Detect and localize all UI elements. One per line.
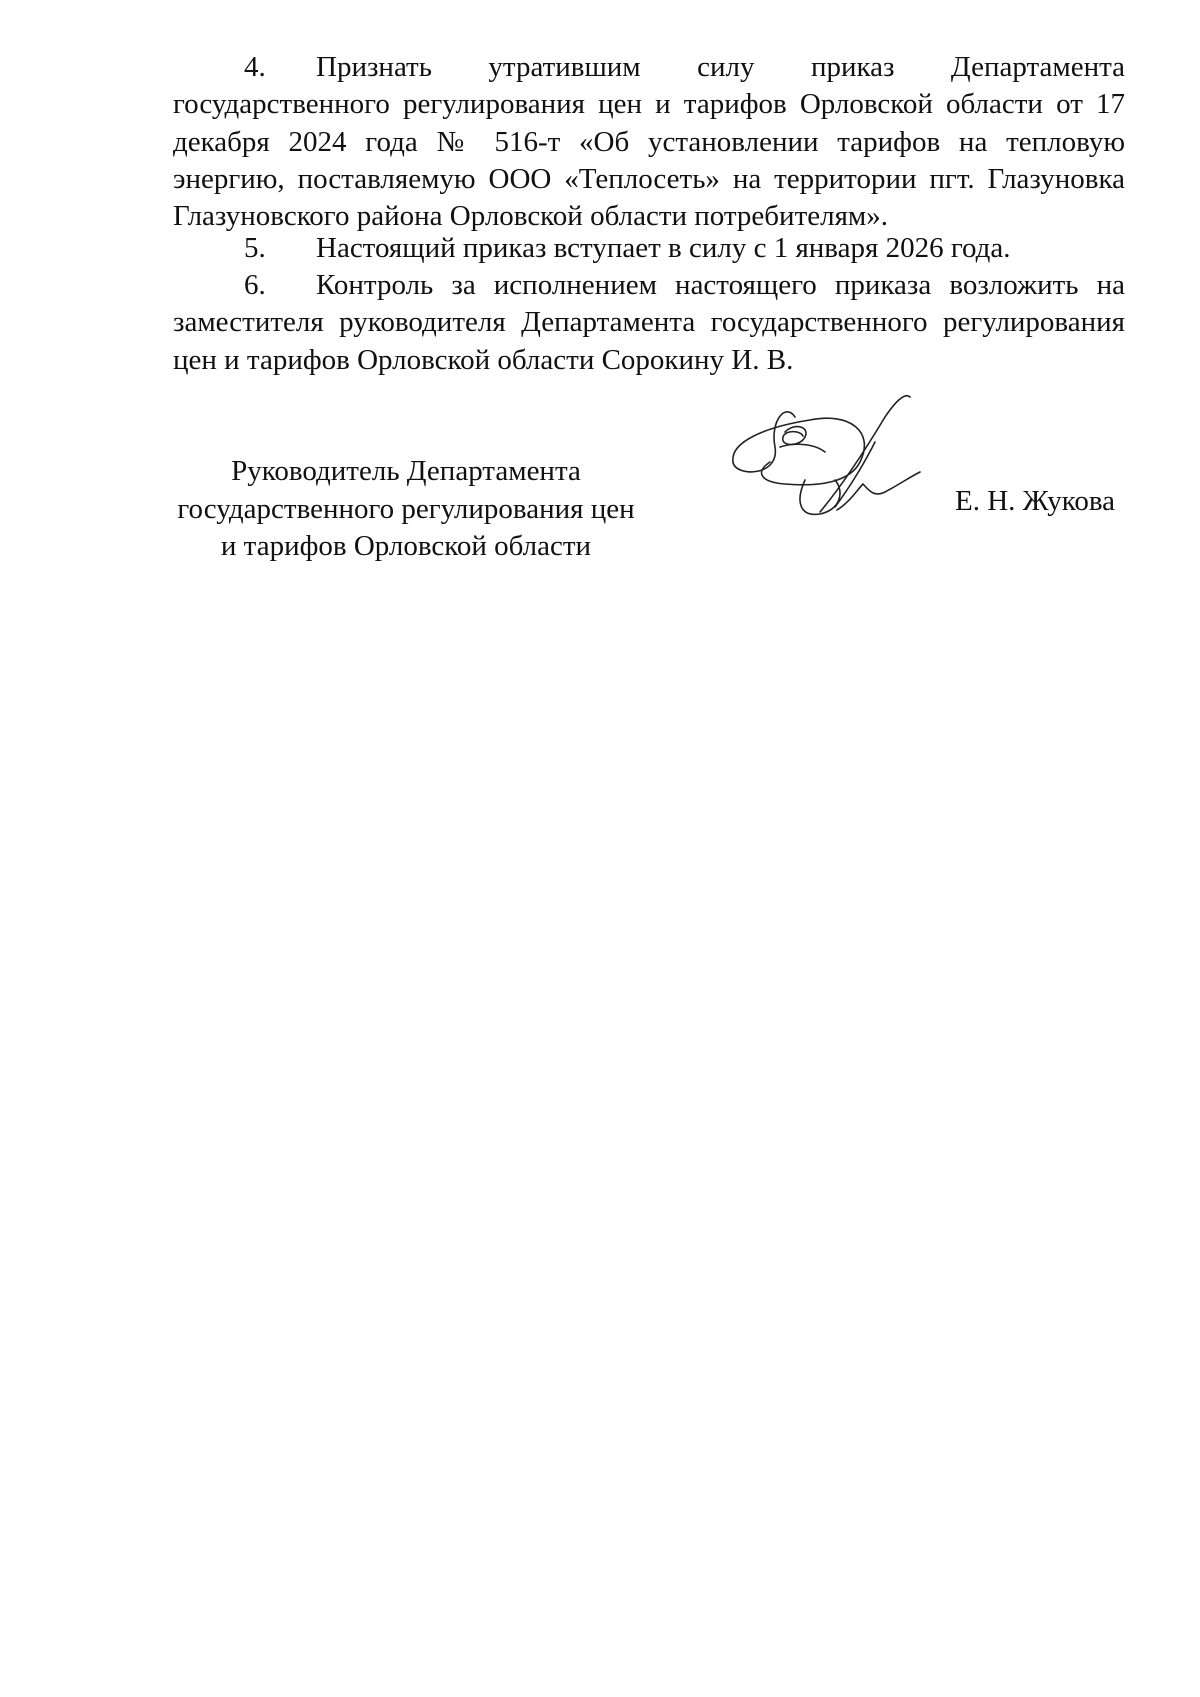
paragraph-4-text: Признать утратившим силу приказ Департамента государственного регулирования цен и тарифов Орловской области от 17 декабря 2024 года № 516-т «Об установлении тарифов на тепловую энергию, поставляемую ООО «Теплосеть» на территории пгт. Глазуновка Глазуновского района Орловской области потребителям». — [173, 51, 1125, 233]
paragraph-6 — [173, 267, 1125, 379]
paragraph-6-number: 6. — [244, 269, 266, 301]
signer-name: Е. Н. Жукова — [955, 485, 1116, 517]
position-line-3: и тарифов Орловской области — [220, 530, 592, 562]
paragraph-4-number: 4. — [244, 51, 266, 83]
paragraph-5 — [173, 230, 1125, 267]
paragraph-5-text: Настоящий приказ вступает в силу с 1 января 2026 года. — [316, 232, 1011, 264]
handwritten-signature — [725, 392, 965, 552]
paragraph-5-number: 5. — [244, 232, 266, 264]
position-line-2: государственного регулирования цен — [177, 492, 635, 525]
signatory-position — [176, 453, 636, 566]
position-line-1: Руководитель Департамента — [231, 455, 581, 487]
paragraph-6-text: Контроль за исполнением настоящего приказа возложить на заместителя руководителя Департамента государственного регулирования цен и тарифов Орловской области Сорокину И. В. — [173, 269, 1125, 376]
paragraph-4 — [173, 49, 1125, 235]
